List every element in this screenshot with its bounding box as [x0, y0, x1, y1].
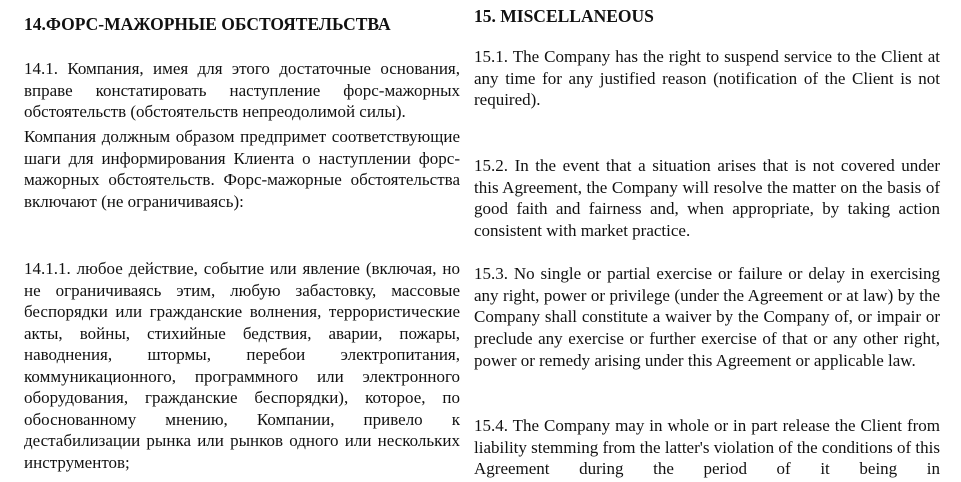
section-14-heading: 14.ФОРС-МАЖОРНЫЕ ОБСТОЯТЕЛЬСТВА: [24, 14, 391, 34]
clause-14-1-1: 14.1.1. любое действие, событие или явление (включая, но не ограничиваясь этим, любую забастовку, массовые беспорядки или гражданские волнения, террористические акты, войны, стихийные бедствия, аварии, пожары, наводнения, штормы, перебои электропитания, коммуникационного, программного или электронного оборудования, гражданские беспорядки), которое, по обоснованному мнению, Компании, привело к дестабилизации рынка или рынков одного или нескольких инструментов;: [24, 259, 460, 472]
clause-14-1: 14.1. Компания, имея для этого достаточные основания, вправе констатировать наступление форс-мажорных обстоятельств (обстоятельств непреодолимой силы).: [24, 59, 460, 121]
section-15-heading: 15. MISCELLANEOUS: [474, 6, 654, 26]
clause-15-3: 15.3. No single or partial exercise or failure or delay in exercising any right, power or privilege (under the Agreement or at law) by the Company shall constitute a waiver by the Company of, or impair or preclude any exercise or further exercise of that or any other right, power or remedy arising under this Agreement or applicable law.: [474, 264, 940, 370]
clause-15-2: 15.2. In the event that a situation arises that is not covered under this Agreement, the Company will resolve the matter on the basis of good faith and fairness and, when appropriate, by taking action consistent with market practice.: [474, 156, 940, 241]
clause-15-1: 15.1. The Company has the right to suspend service to the Client at any time for any justified reason (notification of the Client is not required).: [474, 47, 940, 110]
clause-14-1-continued: Компания должным образом предпримет соответствующие шаги для информирования Клиента о наступлении форс-мажорных обстоятельств. Форс-мажорные обстоятельства включают (не ограничиваясь):: [24, 127, 460, 211]
clause-15-4: 15.4. The Company may in whole or in part release the Client from liability stemming from the latter's violation of the conditions of this Agreement during the period of it being in: [474, 416, 940, 479]
